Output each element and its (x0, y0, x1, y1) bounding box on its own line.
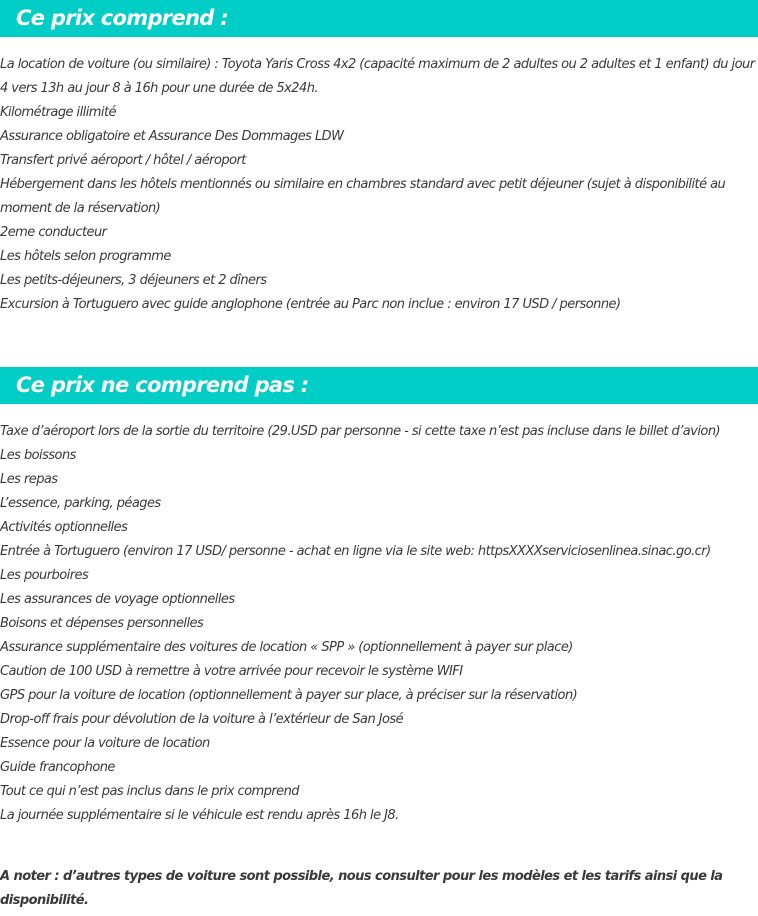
included-section-header (0, 0, 758, 37)
excluded-item: Les boissons (0, 448, 76, 463)
excluded-section-header (0, 367, 758, 404)
excluded-list (0, 420, 758, 828)
included-item: Excursion à Tortuguero avec guide anglophone (entrée au Parc non inclue : environ 17 USD / personne) (0, 297, 621, 312)
excluded-item: Tout ce qui n’est pas inclus dans le prix comprend (0, 784, 300, 799)
excluded-item: Entrée à Tortuguero (environ 17 USD/ personne - achat en ligne via le site web: httpsXXXXserviciosenlinea.sinac.go.cr) (0, 544, 711, 559)
excluded-item: Drop-off frais pour dévolution de la voiture à l’extérieur de San José (0, 712, 404, 727)
excluded-item: Assurance supplémentaire des voitures de location « SPP » (optionnellement à payer sur place) (0, 640, 573, 655)
excluded-item: Les assurances de voyage optionnelles (0, 592, 235, 607)
excluded-item: Guide francophone (0, 760, 115, 775)
excluded-item: Essence pour la voiture de location (0, 736, 210, 751)
excluded-section-title: Ce prix ne comprend pas : (16, 373, 309, 397)
included-list (0, 53, 758, 317)
included-item: La location de voiture (ou similaire) : Toyota Yaris Cross 4x2 (capacité maximum de 2 adultes ou 2 adultes et 1 enfant) du jour 4 vers 13h au jour 8 à 16h pour une durée de 5x24h. (0, 57, 755, 96)
excluded-item: Les repas (0, 472, 58, 487)
excluded-item: L’essence, parking, péages (0, 496, 161, 511)
included-item: Transfert privé aéroport / hôtel / aéroport (0, 153, 246, 168)
included-item: Kilométrage illimité (0, 105, 116, 120)
included-item: Les petits-déjeuners, 3 déjeuners et 2 dîners (0, 273, 267, 288)
excluded-item: Boisons et dépenses personnelles (0, 616, 204, 631)
excluded-item: GPS pour la voiture de location (optionnellement à payer sur place, à préciser sur la réservation) (0, 688, 578, 703)
included-item: Assurance obligatoire et Assurance Des Dommages LDW (0, 129, 344, 144)
included-item: 2eme conducteur (0, 225, 107, 240)
included-section-title: Ce prix comprend : (16, 6, 228, 30)
note-paragraph: A noter : d’autres types de voiture sont possible, nous consulter pour les modèles et les tarifs ainsi que la disponibilité. (0, 869, 723, 908)
excluded-item: La journée supplémentaire si le véhicule est rendu après 16h le J8. (0, 808, 399, 823)
included-item: Les hôtels selon programme (0, 249, 171, 264)
included-item: Hébergement dans les hôtels mentionnés ou similaire en chambres standard avec petit déjeuner (sujet à disponibilité au moment de la réservation) (0, 177, 726, 216)
excluded-item: Les pourboires (0, 568, 89, 583)
excluded-item: Caution de 100 USD à remettre à votre arrivée pour recevoir le système WIFI (0, 664, 463, 679)
excluded-item: Taxe d’aéroport lors de la sortie du territoire (29.USD par personne - si cette taxe n’est pas incluse dans le billet d’avion) (0, 424, 721, 439)
excluded-item: Activités optionnelles (0, 520, 128, 535)
